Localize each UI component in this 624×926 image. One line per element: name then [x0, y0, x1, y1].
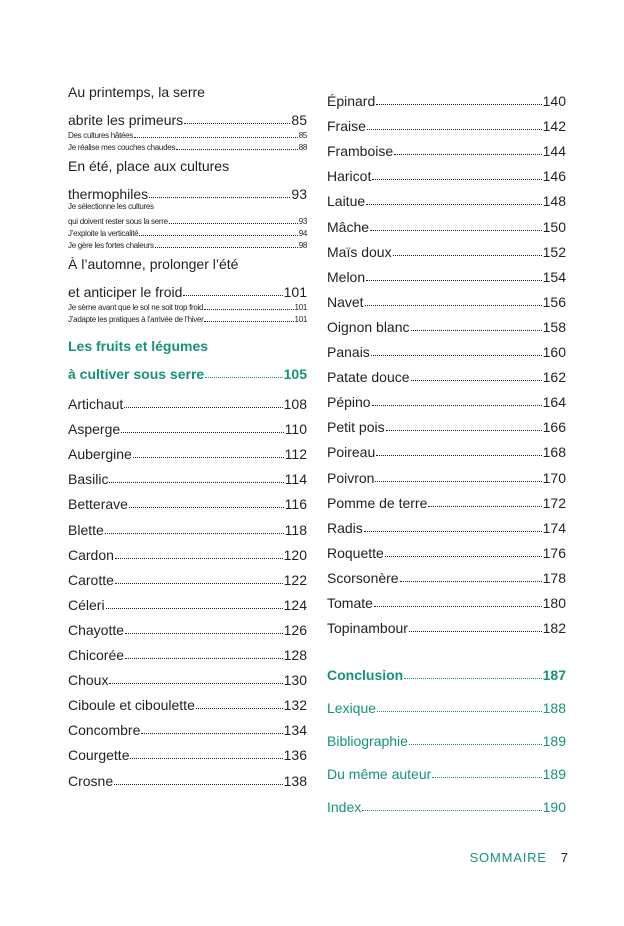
toc-section-title-line1: En été, place aux cultures [68, 158, 230, 174]
toc-item-page: 156 [542, 293, 566, 310]
toc-item[interactable] [68, 462, 307, 487]
toc-item-page: 168 [542, 444, 566, 461]
toc-item-label: Laitue [327, 193, 366, 210]
dot-leader [372, 405, 542, 406]
toc-left-column [68, 84, 307, 789]
toc-item-page: 174 [542, 519, 566, 536]
toc-item-page: 134 [283, 722, 307, 739]
dot-leader [409, 631, 542, 632]
toc-item-label: Concombre [68, 722, 141, 739]
toc-subentry-page: 88 [298, 143, 307, 152]
toc-item-label: Poivron [327, 469, 375, 486]
toc-subentry-label: Je gère les fortes chaleurs [68, 241, 154, 250]
toc-subentry[interactable] [68, 128, 307, 140]
toc-entry-label: et anticiper le froid [68, 284, 183, 300]
toc-subentry[interactable] [68, 238, 307, 250]
toc-item-label: Cardon [68, 546, 114, 563]
dot-leader [376, 455, 541, 456]
toc-end-entry-label: Lexique [327, 700, 377, 717]
toc-item-page: 136 [283, 747, 307, 764]
toc-item[interactable] [327, 209, 566, 234]
toc-item-label: Maïs doux [327, 243, 392, 260]
toc-item-page: 108 [283, 396, 307, 413]
toc-item[interactable] [327, 410, 566, 435]
toc-item[interactable] [68, 738, 307, 763]
toc-entry[interactable] [68, 180, 307, 202]
toc-item-page: 132 [283, 697, 307, 714]
dot-leader [205, 377, 282, 378]
toc-item-page: 178 [542, 569, 566, 586]
toc-item-label: Betterave [68, 496, 128, 513]
toc-item-page: 164 [542, 394, 566, 411]
toc-item-label: Navet [327, 293, 364, 310]
toc-item-page: 152 [542, 243, 566, 260]
toc-heading-page: 105 [283, 366, 307, 382]
dot-leader [432, 777, 541, 778]
toc-subentry-page: 85 [298, 131, 307, 140]
toc-end-matter [327, 650, 566, 815]
toc-item-page: 166 [542, 419, 566, 436]
toc-item-label: Petit pois [327, 419, 385, 436]
toc-subentry[interactable] [68, 226, 307, 238]
toc-end-entry-page: 190 [542, 799, 566, 816]
dot-leader [376, 104, 541, 105]
toc-heading-label: à cultiver sous serre [68, 366, 205, 382]
toc-item-label: Panais [327, 344, 370, 361]
toc-item[interactable] [327, 235, 566, 260]
toc-item-page: 162 [542, 369, 566, 386]
toc-item[interactable] [68, 487, 307, 512]
dot-leader [386, 430, 542, 431]
dot-leader [393, 255, 542, 256]
toc-item[interactable] [327, 460, 566, 485]
toc-item[interactable] [327, 360, 566, 385]
toc-entry-page: 101 [283, 284, 307, 300]
dot-leader [129, 507, 284, 508]
toc-section-autumn [68, 256, 307, 324]
toc-item-page: 172 [542, 494, 566, 511]
toc-end-entry-page: 188 [542, 700, 566, 717]
toc-item-label: Courgette [68, 747, 130, 764]
toc-item-label: Pomme de terre [327, 494, 428, 511]
toc-end-entry-label: Conclusion [327, 667, 404, 684]
dot-leader [366, 204, 541, 205]
dot-leader [375, 481, 541, 482]
toc-item[interactable] [327, 385, 566, 410]
toc-item-label: Ciboule et ciboulette [68, 697, 195, 714]
toc-item-label: Roquette [327, 544, 384, 561]
dot-leader [204, 309, 293, 310]
toc-item-page: 158 [542, 318, 566, 335]
toc-end-entry[interactable] [327, 716, 566, 749]
toc-subentry-label: qui doivent rester sous la serre [68, 217, 168, 226]
toc-section-title-line1: Au printemps, la serre [68, 84, 205, 100]
dot-leader [385, 556, 542, 557]
toc-item[interactable] [327, 335, 566, 360]
dot-leader [404, 678, 541, 679]
toc-item-label: Carotte [68, 571, 114, 588]
dot-leader [109, 482, 283, 483]
toc-item[interactable] [327, 435, 566, 460]
toc-item[interactable] [327, 260, 566, 285]
toc-item[interactable] [327, 109, 566, 134]
toc-item-page: 140 [542, 93, 566, 110]
toc-item-label: Radis [327, 519, 363, 536]
running-head: SOMMAIRE [469, 850, 547, 865]
toc-item-page: 124 [283, 596, 307, 613]
toc-item[interactable] [327, 84, 566, 109]
toc-item[interactable] [68, 638, 307, 663]
toc-subentry-page: 98 [298, 241, 307, 250]
toc-end-entry-label: Du même auteur [327, 766, 432, 783]
dot-leader [371, 355, 542, 356]
toc-section-title-line1: À l’automne, prolonger l’été [68, 256, 239, 272]
toc-item-page: 118 [284, 521, 307, 538]
toc-end-entry[interactable] [327, 782, 566, 815]
dot-leader [124, 407, 282, 408]
dot-leader [125, 633, 283, 634]
toc-item-label: Melon [327, 268, 366, 285]
toc-item-page: 110 [284, 421, 307, 438]
toc-item-page: 130 [283, 672, 307, 689]
dot-leader [121, 432, 284, 433]
dot-leader [184, 123, 290, 124]
toc-item-page: 182 [542, 620, 566, 637]
dot-leader [149, 197, 290, 198]
toc-item-label: Choux [68, 672, 109, 689]
toc-end-entry-page: 189 [542, 733, 566, 750]
toc-end-entry[interactable] [327, 650, 566, 683]
toc-end-entry-label: Bibliographie [327, 733, 408, 750]
toc-item[interactable] [327, 561, 566, 586]
dot-leader [364, 531, 542, 532]
page-number: 7 [560, 850, 568, 865]
toc-item-label: Basilic [68, 471, 109, 488]
toc-subentry-label: Je sème avant que le sol ne soit trop froid [68, 303, 204, 312]
dot-leader [183, 295, 282, 296]
toc-item-label: Poireau [327, 444, 376, 461]
toc-item[interactable] [68, 412, 307, 437]
toc-item-label: Chicorée [68, 647, 125, 664]
toc-item-page: 148 [542, 193, 566, 210]
dot-leader [115, 583, 283, 584]
dot-leader [428, 506, 541, 507]
toc-item[interactable] [68, 538, 307, 563]
toc-item-page: 146 [542, 168, 566, 185]
toc-item[interactable] [327, 586, 566, 611]
toc-right-column [327, 84, 566, 815]
toc-item[interactable] [327, 285, 566, 310]
toc-entry[interactable] [68, 278, 307, 300]
dot-leader [125, 658, 283, 659]
dot-leader [365, 305, 542, 306]
toc-item-page: 138 [283, 772, 307, 789]
toc-section-spring [68, 84, 307, 152]
page-footer [470, 850, 568, 865]
toc-subentry-page: 101 [294, 303, 307, 312]
toc-entry-label: abrite les primeurs [68, 112, 184, 128]
dot-leader [400, 581, 542, 582]
toc-section-summer [68, 158, 307, 250]
toc-item-page: 112 [284, 446, 307, 463]
toc-left-item-list [68, 387, 307, 789]
toc-item-page: 114 [284, 471, 307, 488]
toc-item-page: 120 [283, 546, 307, 563]
dot-leader [109, 683, 282, 684]
toc-item-label: Artichaut [68, 396, 124, 413]
toc-right-item-list [327, 84, 566, 636]
toc-item-page: 126 [283, 621, 307, 638]
toc-item-label: Topinambour [327, 620, 408, 637]
toc-subentry-label: J’adapte les pratiques à l’arrivée de l’hiver [68, 315, 204, 324]
toc-item-page: 170 [542, 469, 566, 486]
dot-leader [115, 558, 283, 559]
toc-item[interactable] [68, 563, 307, 588]
toc-subentry[interactable] [68, 300, 307, 312]
toc-item-label: Asperge [68, 421, 121, 438]
toc-item-label: Tomate [327, 594, 373, 611]
toc-item[interactable] [68, 763, 307, 788]
toc-item-label: Aubergine [68, 446, 132, 463]
dot-leader [169, 223, 298, 224]
dot-leader [362, 810, 541, 811]
toc-entry-page: 85 [291, 112, 307, 128]
toc-item[interactable] [68, 512, 307, 537]
toc-item-label: Pépino [327, 394, 371, 411]
toc-item[interactable] [327, 310, 566, 335]
toc-item[interactable] [327, 611, 566, 636]
dot-leader [134, 137, 298, 138]
toc-item-page: 180 [542, 594, 566, 611]
toc-item[interactable] [327, 511, 566, 536]
toc-item-page: 160 [542, 344, 566, 361]
toc-item[interactable] [327, 159, 566, 184]
dot-leader [106, 608, 283, 609]
toc-end-entry-page: 189 [542, 766, 566, 783]
toc-item[interactable] [68, 588, 307, 613]
toc-entry-label: thermophiles [68, 186, 149, 202]
toc-subentry-label-line1: Je sélectionne les cultures [68, 202, 154, 211]
toc-item[interactable] [68, 663, 307, 688]
toc-end-entry[interactable] [327, 683, 566, 716]
dot-leader [367, 129, 542, 130]
toc-item[interactable] [327, 486, 566, 511]
toc-item[interactable] [327, 536, 566, 561]
toc-subentry-label: J’exploite la verticalité [68, 229, 139, 238]
dot-leader [411, 330, 542, 331]
toc-item[interactable] [68, 713, 307, 738]
toc-item-label: Blette [68, 521, 104, 538]
toc-entry-page: 93 [291, 186, 307, 202]
toc-end-entry[interactable] [327, 749, 566, 782]
dot-leader [155, 247, 298, 248]
toc-item-label: Fraise [327, 118, 366, 135]
toc-item-page: 142 [542, 118, 566, 135]
toc-end-entry-page: 187 [542, 667, 566, 684]
dot-leader [374, 606, 542, 607]
dot-leader [204, 321, 293, 322]
toc-item-label: Haricot [327, 168, 372, 185]
toc-item[interactable] [68, 437, 307, 462]
toc-subentry-label: Des cultures hâtées [68, 131, 134, 140]
toc-subentry[interactable] [68, 214, 307, 226]
toc-item-label: Oignon blanc [327, 318, 410, 335]
toc-item-label: Crosne [68, 772, 114, 789]
toc-entry[interactable] [68, 106, 307, 128]
toc-heading-line1: Les fruits et légumes [68, 338, 209, 354]
dot-leader [372, 179, 541, 180]
toc-subentry[interactable] [68, 140, 307, 152]
toc-end-entry-label: Index [327, 799, 362, 816]
dot-leader [105, 533, 284, 534]
toc-item-page: 116 [284, 496, 307, 513]
dot-leader [394, 154, 542, 155]
dot-leader [133, 457, 284, 458]
toc-item-page: 128 [283, 647, 307, 664]
dot-leader [409, 744, 542, 745]
toc-item[interactable] [68, 688, 307, 713]
toc-item-page: 122 [283, 571, 307, 588]
toc-subentry-label: Je réalise mes couches chaudes [68, 143, 176, 152]
toc-item-page: 150 [542, 218, 566, 235]
toc-item-label: Framboise [327, 143, 394, 160]
toc-subentry-page: 94 [298, 229, 307, 238]
toc-subentry-page: 101 [294, 315, 307, 324]
toc-item-label: Scorsonère [327, 569, 399, 586]
dot-leader [130, 758, 282, 759]
dot-leader [139, 235, 297, 236]
dot-leader [141, 733, 282, 734]
toc-item-label: Épinard [327, 93, 376, 110]
dot-leader [114, 784, 283, 785]
toc-item-page: 176 [542, 544, 566, 561]
toc-subentry[interactable] [68, 312, 307, 324]
toc-subentry-page: 93 [298, 217, 307, 226]
toc-fruits-heading [68, 338, 307, 382]
dot-leader [370, 230, 542, 231]
toc-item[interactable] [327, 184, 566, 209]
dot-leader [411, 380, 542, 381]
toc-item[interactable] [68, 613, 307, 638]
toc-item-page: 154 [542, 268, 566, 285]
toc-item-label: Patate douce [327, 369, 410, 386]
toc-item-label: Mâche [327, 218, 370, 235]
toc-item-label: Chayotte [68, 621, 125, 638]
dot-leader [176, 149, 298, 150]
toc-item[interactable] [327, 134, 566, 159]
dot-leader [366, 280, 542, 281]
toc-item-page: 144 [542, 143, 566, 160]
toc-item[interactable] [68, 387, 307, 412]
dot-leader [377, 711, 542, 712]
toc-item-label: Céleri [68, 596, 105, 613]
dot-leader [196, 708, 283, 709]
toc-heading-entry[interactable] [68, 360, 307, 382]
